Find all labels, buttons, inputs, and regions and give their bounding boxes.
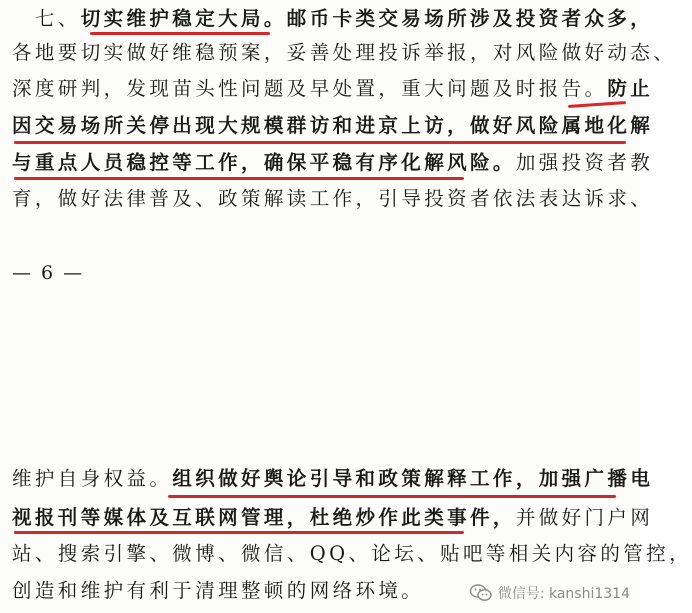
- bold-segment: 组织做好舆论引导和政策解释工作，加强广播电: [172, 467, 654, 490]
- red-underline: [568, 101, 626, 108]
- red-underline: [14, 177, 464, 180]
- text-line-9: [12, 541, 692, 567]
- text-line-1: [12, 6, 653, 32]
- bold-segment: 切实维护稳定大局。邮币卡类交易场所涉及投资者众多，: [80, 7, 654, 30]
- red-underline: [90, 32, 270, 35]
- text-line-5: [12, 150, 653, 176]
- text-line-10: [12, 578, 424, 604]
- watermark-text: 微信号: kanshi1314: [497, 586, 630, 602]
- red-underline: [14, 141, 626, 144]
- text-segment: 创造和维护有利于清理整顿的网络环境。: [12, 579, 425, 602]
- text-line-7: [12, 466, 653, 492]
- text-segment: 维护自身权益。: [12, 467, 173, 490]
- text-segment: 各地要切实做好维稳预案，妥善处理投诉举报，对风险做好动态、: [12, 41, 677, 64]
- bold-segment: 因交易场所关停出现大规模群访和进京上访，做好风险属地化解: [12, 114, 654, 137]
- text-segment: 并做好门户网: [515, 506, 654, 529]
- text-line-4: [12, 113, 653, 139]
- text-line-2: [12, 40, 676, 66]
- text-line-3: [12, 76, 653, 102]
- text-segment: 站、搜索引擎、微博、微信、QQ、论坛、贴吧等相关内容的管控，: [12, 542, 692, 565]
- text-segment: 加强投资者教: [515, 151, 654, 174]
- text-segment: 育，做好法律普及、政策解读工作，引导投资者依法表达诉求、: [12, 187, 654, 210]
- text-line-6: [12, 186, 653, 212]
- bold-segment: 与重点人员稳控等工作，确保平稳有序化解风险。: [12, 151, 516, 174]
- bold-segment: 视报刊等媒体及互联网管理，杜绝炒作此类事件，: [12, 506, 516, 529]
- text-segment: 七、: [12, 7, 81, 30]
- bold-segment: 防止: [607, 77, 654, 100]
- red-underline: [168, 495, 616, 498]
- red-underline: [14, 531, 464, 534]
- page-number: — 6 —: [12, 262, 85, 284]
- wechat-icon: [470, 584, 492, 602]
- watermark: [470, 583, 630, 603]
- text-line-8: [12, 505, 653, 531]
- text-segment: 深度研判，发现苗头性问题及早处置，重大问题及时报告。: [12, 77, 608, 100]
